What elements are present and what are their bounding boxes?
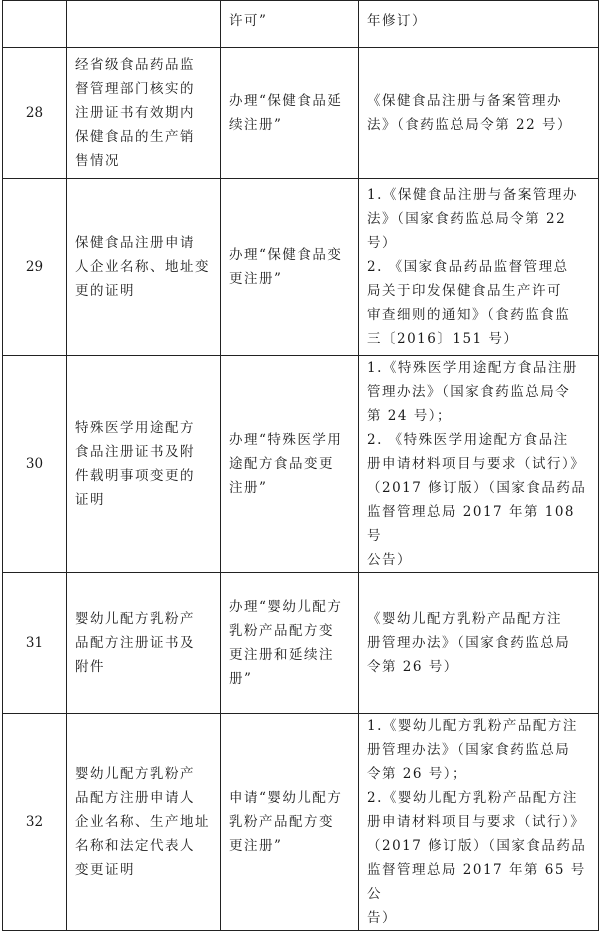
action-cell: [221, 714, 359, 931]
material-line: 品配方注册申请人: [75, 790, 195, 806]
basis-cell: [359, 356, 599, 573]
basis-line: 三〔2016〕151 号）: [367, 331, 519, 347]
basis-line: 2. 《国家食品药品监督管理总: [367, 259, 569, 275]
material-line: 附件: [75, 659, 105, 675]
material-line: 售情况: [75, 153, 120, 169]
table-row-continuation: [3, 1, 599, 48]
basis-line: （2017 修订版）（国家食品药品: [367, 480, 587, 496]
material-cell: [67, 48, 221, 179]
basis-line: （2017 修订版）（国家食品药品: [367, 838, 587, 854]
action-cell: 许可”: [221, 1, 359, 48]
basis-line: 号）: [367, 235, 397, 251]
table-row: [3, 573, 599, 714]
material-line: 注册证书有效期内: [75, 105, 195, 121]
action-line: 办理“保健食品变: [229, 247, 343, 263]
basis-line: 管理办法》（国家食药监总局令: [367, 384, 571, 400]
material-line: 保健食品注册申请: [75, 235, 195, 251]
action-line: 更注册”: [229, 838, 283, 854]
basis-line: 监督管理总局 2017 年第 108 号: [367, 504, 575, 544]
basis-cell: [359, 48, 599, 179]
material-line: 变更证明: [75, 862, 135, 878]
action-line: 申请“婴幼儿配方: [229, 790, 343, 806]
table-row: [3, 714, 599, 931]
basis-line: 册管理办法》（国家食药监总局: [367, 742, 571, 758]
row-number-cell: 32: [3, 714, 67, 931]
basis-line: 1.《婴幼儿配方乳粉产品配方注: [367, 718, 578, 734]
action-line: 办理“婴幼儿配方: [229, 599, 343, 615]
basis-line: 告）: [367, 910, 397, 926]
action-line: 注册”: [229, 480, 268, 496]
action-cell: [221, 48, 359, 179]
action-cell: [221, 356, 359, 573]
material-cell: [67, 714, 221, 931]
basis-cell: 年修订）: [359, 1, 599, 48]
basis-line: 法》（国家食药监总局令第 22: [367, 211, 567, 227]
basis-cell: [359, 573, 599, 714]
material-line: 品配方注册证书及: [75, 635, 195, 651]
material-line: 证明: [75, 492, 105, 508]
action-line: 乳粉产品配方变: [229, 623, 334, 639]
action-line: 途配方食品变更: [229, 456, 334, 472]
material-line: 食品注册证书及附: [75, 444, 195, 460]
table-row: [3, 48, 599, 179]
basis-line: 监督管理总局 2017 年第 65 号公: [367, 862, 586, 902]
basis-line: 1.《保健食品注册与备案管理办: [367, 187, 578, 203]
material-line: 婴幼儿配方乳粉产: [75, 766, 195, 782]
basis-line: 令第 26 号）: [367, 659, 459, 675]
basis-line: 《保健食品注册与备案管理办: [367, 93, 562, 109]
action-line: 更注册”: [229, 271, 283, 287]
row-number-cell: 29: [3, 179, 67, 356]
basis-line: 《婴幼儿配方乳粉产品配方注: [367, 611, 562, 627]
material-line: 特殊医学用途配方: [75, 420, 195, 436]
material-line: 保健食品的生产销: [75, 129, 195, 145]
material-line: 件载明事项变更的: [75, 468, 195, 484]
material-cell: [67, 573, 221, 714]
action-line: 更注册和延续注: [229, 647, 334, 663]
action-cell: [221, 179, 359, 356]
material-line: 经省级食品药品监: [75, 57, 195, 73]
basis-line: 局关于印发保健食品生产许可: [367, 283, 562, 299]
basis-line: 第 24 号）；: [367, 408, 453, 424]
material-line: 人企业名称、地址变: [75, 259, 210, 275]
material-line: 更的证明: [75, 283, 135, 299]
basis-line: 册管理办法》（国家食药监总局: [367, 635, 571, 651]
table-row: [3, 356, 599, 573]
basis-line: 1.《特殊医学用途配方食品注册: [367, 360, 578, 376]
basis-line: 册申请材料项目与要求（试行）》: [367, 814, 586, 830]
document-table: [2, 0, 599, 931]
row-number-cell: 28: [3, 48, 67, 179]
basis-cell: [359, 714, 599, 931]
basis-line: 2. 《特殊医学用途配方食品注: [367, 432, 569, 448]
action-cell: [221, 573, 359, 714]
basis-line: 册申请材料项目与要求（试行）》: [367, 456, 586, 472]
material-line: 婴幼儿配方乳粉产: [75, 611, 195, 627]
row-number-cell: 31: [3, 573, 67, 714]
material-cell: [67, 356, 221, 573]
material-cell: [67, 179, 221, 356]
basis-line: 令第 26 号）；: [367, 766, 468, 782]
basis-line: 审查细则的通知》（食药监食监: [367, 307, 571, 323]
action-line: 办理“特殊医学用: [229, 432, 343, 448]
material-line: 名称和法定代表人: [75, 838, 195, 854]
material-line: 企业名称、生产地址: [75, 814, 210, 830]
row-number-cell: [3, 1, 67, 48]
action-line: 续注册”: [229, 117, 283, 133]
material-cell: [67, 1, 221, 48]
basis-line: 2.《婴幼儿配方乳粉产品配方注: [367, 790, 578, 806]
table-row: [3, 179, 599, 356]
action-line: 办理“保健食品延: [229, 93, 343, 109]
action-line: 乳粉产品配方变: [229, 814, 334, 830]
basis-line: 法》（食药监总局令第 22 号）: [367, 117, 573, 133]
basis-line: 公告）: [367, 552, 412, 568]
basis-cell: [359, 179, 599, 356]
material-line: 督管理部门核实的: [75, 81, 195, 97]
action-line: 册”: [229, 671, 253, 687]
row-number-cell: 30: [3, 356, 67, 573]
table-body: [3, 1, 599, 931]
